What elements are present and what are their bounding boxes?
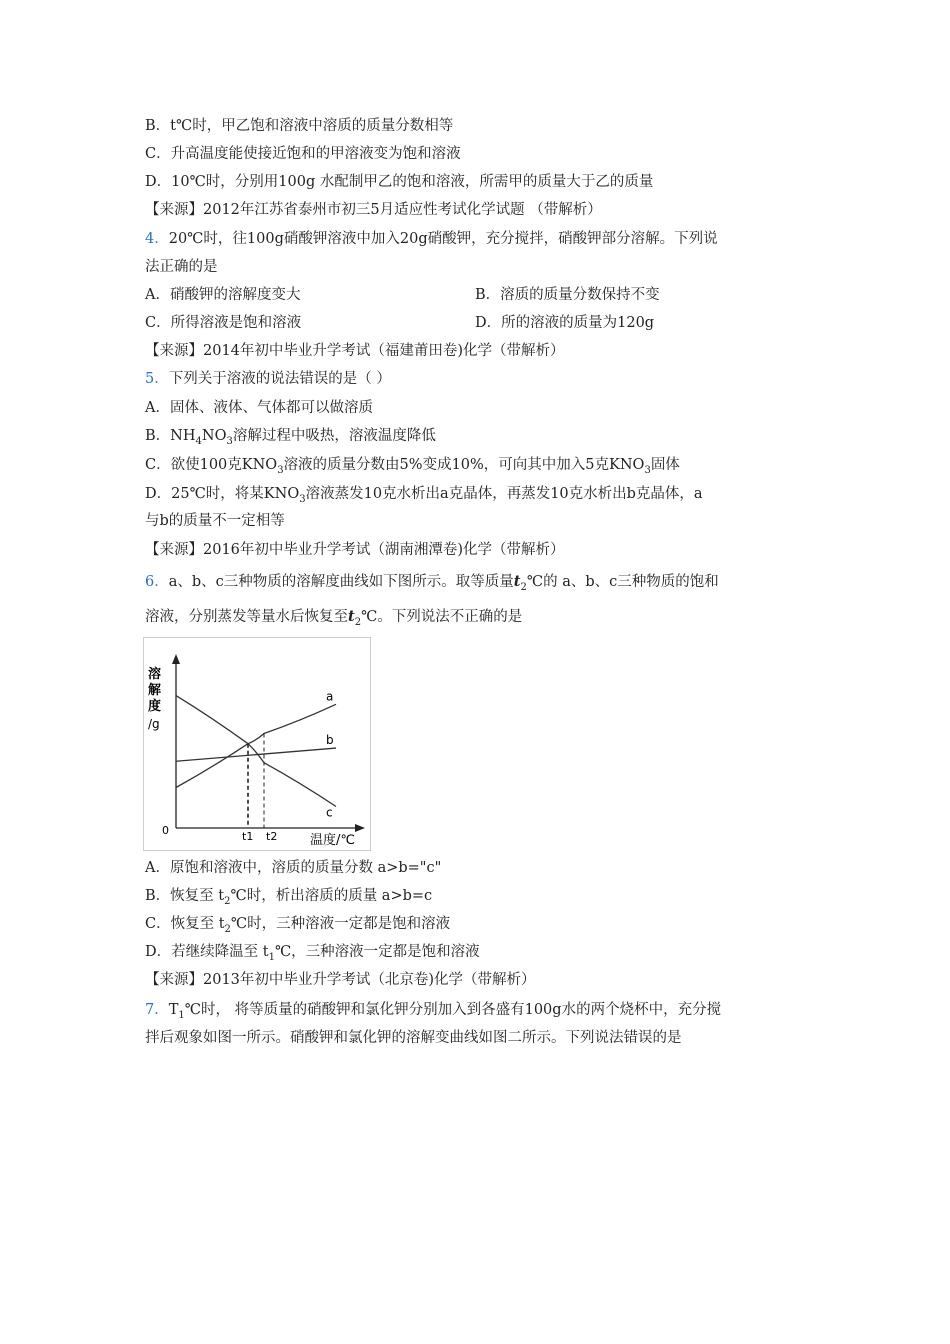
q5-option-c [145,455,680,481]
q6-stem2-t: t [348,608,355,625]
solubility-chart-svg [144,638,370,850]
q5-option-d-rest: 溶液蒸发10克水析出a克晶体，再蒸发10克水析出b克晶体，a [305,486,703,502]
q6-option-b [145,886,432,912]
series-a-label: a [326,689,334,704]
q7-stem-text: T [168,1002,179,1018]
q5-option-b-sub1: 4 [195,435,202,447]
q6-stem-text: a、b、c三种物质的溶解度曲线如下图所示。取等质量 [168,574,514,590]
q5-option-b-text: B．NH [145,428,196,444]
q4-stem-line1 [145,229,718,249]
q6-stem-t: t [513,573,521,590]
origin-label: 0 [162,824,169,837]
q6-option-a: A．原饱和溶液中，溶质的质量分数 a>b="c" [145,860,442,876]
q3-option-b: B．t℃时，甲乙饱和溶液中溶质的质量分数相等 [145,118,454,134]
q6-option-c-text: C．恢复至 t [145,916,225,932]
q6-stem-t-sub: 2 [520,581,527,593]
y-label-char-4: /g [148,717,160,731]
q3-option-c: C．升高温度能使接近饱和的甲溶液变为饱和溶液 [145,146,461,162]
series-b-label: b [326,733,334,748]
series-b-line [176,748,336,761]
x-axis-arrow [355,824,365,832]
q5-option-c-sub2: 3 [644,464,651,476]
q6-stem2-rest: ℃。下列说法不正确的是 [361,609,523,625]
q5-option-b-sub2: 3 [226,435,233,447]
q7-number: 7． [145,1002,169,1018]
q5-source: 【来源】2016年初中毕业升学考试（湖南湘潭卷)化学（带解析） [145,542,565,558]
q5-stem-text: 下列关于溶液的说法错误的是（ ） [168,371,391,387]
tick-label-t1: t1 [242,830,254,843]
q6-source: 【来源】2013年初中毕业升学考试（北京卷)化学（带解析） [145,972,536,988]
tick-label-t2: t2 [266,830,278,843]
q4-number: 4． [145,231,169,247]
q5-option-d-text: D．25℃时，将某KNO [145,486,300,502]
q5-option-c-mid: 溶液的质量分数由5%变成10%，可向其中加入5克KNO [283,457,645,473]
q6-stem2-text: 溶液，分别蒸发等量水后恢复至 [145,609,348,625]
y-label-char-2: 解 [148,683,162,698]
solubility-chart [143,637,371,851]
q6-number: 6． [145,574,169,590]
q3-source: 【来源】2012年江苏省泰州市初三5月适应性考试化学试题 （带解析） [145,202,602,218]
q5-option-d-sub: 3 [299,493,306,505]
q7-stem-line2: 拌后观象如图一所示。硝酸钾和氯化钾的溶解变曲线如图二所示。下列说法错误的是 [145,1030,682,1046]
q6-stem-rest: ℃的 a、b、c三种物质的饱和 [526,574,719,590]
q6-option-d-rest: ℃，三种溶液一定都是饱和溶液 [274,944,480,960]
q5-option-c-rest: 固体 [650,457,680,473]
y-label-char-1: 溶 [148,667,162,682]
series-c-label: c [326,805,333,820]
q4-option-a: A．硝酸钾的溶解度变大 [145,287,301,303]
q4-option-c: C．所得溶液是饱和溶液 [145,315,302,331]
q5-option-d-line1 [145,484,703,510]
q5-number: 5． [145,371,169,387]
y-axis-arrow [172,654,180,664]
q6-option-d-text: D．若继续降温至 t [145,944,269,960]
q4-option-d: D．所的溶液的质量为120g [475,315,655,331]
q6-option-c-sub: 2 [224,923,231,935]
q4-option-b: B．溶质的质量分数保持不变 [475,287,660,303]
q6-stem-line2 [145,607,522,633]
q7-stem-sub: 1 [178,1009,185,1021]
q5-option-b-rest: 溶解过程中吸热，溶液温度降低 [232,428,436,444]
q4-stem-line2: 法正确的是 [145,259,218,275]
q7-stem-line1 [145,1000,721,1026]
q3-option-d: D．10℃时，分别用100g 水配制甲乙的饱和溶液，所需甲的质量大于乙的质量 [145,174,654,190]
q6-option-b-text: B．恢复至 t [145,888,225,904]
q4-stem-text: 20℃时，往100g硝酸钾溶液中加入20g硝酸钾，充分搅拌，硝酸钾部分溶解。下列说 [168,231,718,247]
q6-option-c-rest: ℃时，三种溶液一定都是饱和溶液 [230,916,451,932]
series-c-line [176,696,336,807]
q5-option-c-text: C．欲使100克KNO [145,457,278,473]
q5-option-a: A．固体、液体、气体都可以做溶质 [145,400,373,416]
q5-stem [145,369,391,389]
q5-option-c-sub1: 3 [277,464,284,476]
q5-option-b [145,426,436,452]
q6-option-d [145,942,480,968]
q6-option-b-rest: ℃时，析出溶质的质量 a>b=c [230,888,433,904]
q5-option-b-mid: NO [201,428,227,444]
series-a-line [176,704,336,787]
q5-option-d-line2: 与b的质量不一定相等 [145,513,285,529]
q6-option-c [145,914,450,940]
y-label-char-3: 度 [148,699,162,714]
x-axis-label: 温度/℃ [310,833,355,848]
q6-stem-line1 [145,572,719,598]
series-layer [176,689,336,819]
q4-source: 【来源】2014年初中毕业升学考试（福建莆田卷)化学（带解析） [145,343,565,359]
q6-stem2-t-sub: 2 [354,616,362,628]
q6-option-d-sub: 1 [268,951,275,963]
q6-option-b-sub: 2 [224,895,231,907]
q7-stem-rest: ℃时， 将等质量的硝酸钾和氯化钾分别加入到各盛有100g水的两个烧杯中，充分搅 [184,1002,722,1018]
